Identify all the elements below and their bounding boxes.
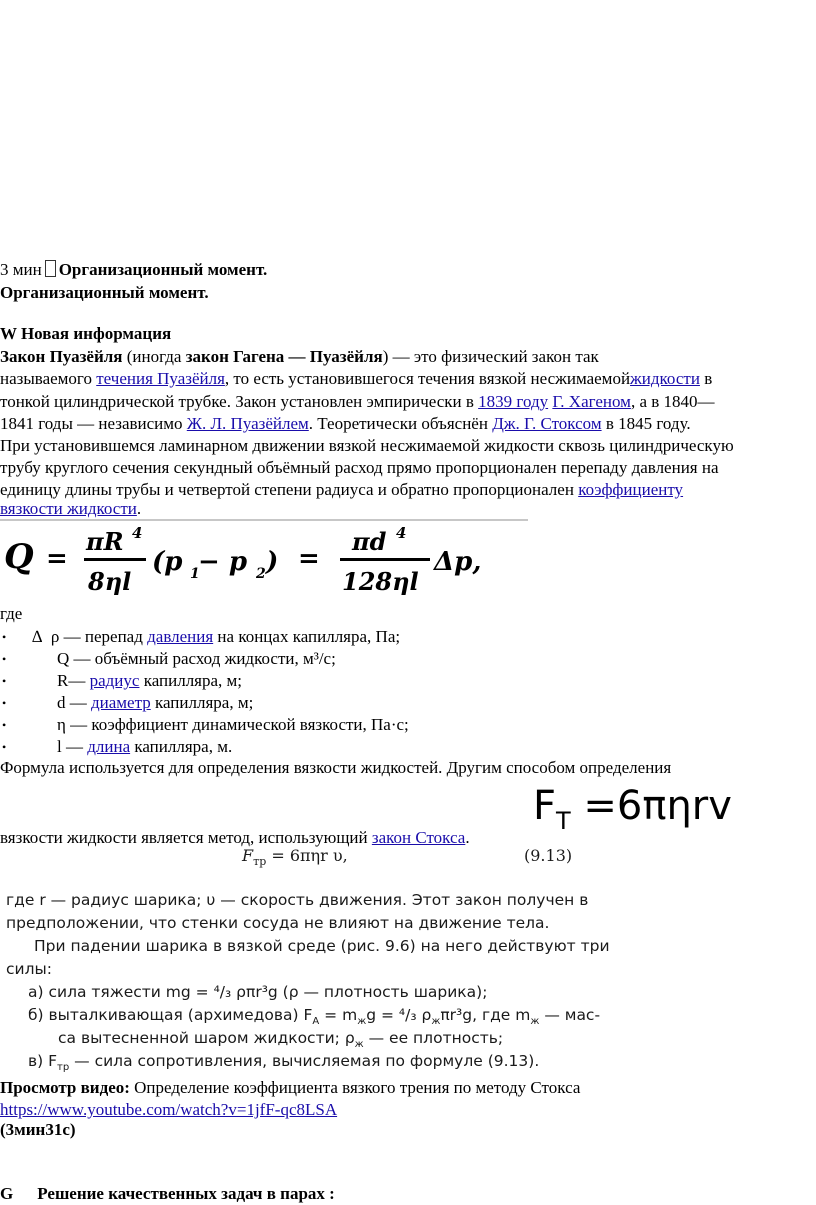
link-year-1839[interactable]: 1839 году — [478, 392, 549, 411]
list-item-text — [57, 692, 253, 714]
link-poiseuille-flow[interactable]: течения Пуазёйля — [96, 369, 225, 388]
new-info-letter: W — [0, 324, 17, 343]
bullet-icon: • — [2, 630, 7, 644]
intro-line-4 — [0, 413, 691, 435]
link-stokes-person[interactable]: Дж. Г. Стоксом — [492, 414, 602, 433]
stokes-sub: T — [556, 807, 571, 835]
new-info-title: Новая информация — [20, 324, 172, 343]
video-link[interactable]: https://www.youtube.com/watch?v=1jfF-qc8LSA — [0, 1100, 338, 1119]
tasks-heading — [0, 1183, 335, 1205]
section-title: Организационный момент. — [58, 260, 268, 279]
intro-line-2 — [0, 368, 712, 390]
list-item-text-pre: R— — [57, 671, 90, 690]
eq-minus: − p — [198, 547, 248, 577]
after-text: вязкости жидкости является метод, использующий — [0, 828, 372, 847]
excerpt-text: — сила сопротивления, вычисляемая по формуле (9.13). — [69, 1052, 540, 1070]
list-item-text-post: капилляра, м. — [130, 737, 233, 756]
textbook-excerpt — [0, 842, 610, 1074]
after-text: . — [465, 828, 470, 847]
list-item-text-pre: l — — [57, 737, 88, 756]
bullet-icon: • — [2, 718, 7, 732]
link-stokes-law[interactable]: закон Стокса — [371, 828, 466, 847]
section-title-repeat: Организационный момент. — [0, 283, 209, 302]
law-alt-name: закон Гагена — Пуазёйля — [185, 347, 383, 366]
intro-text: в — [699, 369, 713, 388]
intro-text: . Теоретически объяснён — [308, 414, 493, 433]
intro-text: , а в 1840— — [630, 392, 715, 411]
eq-num-1: πR — [86, 527, 124, 556]
list-item-text — [57, 736, 232, 758]
intro-text: ) — это физический закон так — [382, 347, 599, 366]
list-item-text — [32, 626, 400, 648]
video-duration: (3мин31с) — [0, 1120, 76, 1139]
list-item-text: η — коэффициент динамической вязкости, Па·с; — [57, 715, 409, 734]
excerpt-f: F — [242, 846, 254, 865]
excerpt-text: — мас- — [539, 1006, 601, 1024]
link-pressure[interactable]: давления — [147, 627, 214, 646]
eq-equals-2: = — [298, 544, 320, 574]
eq-num-1-exp: 4 — [132, 524, 143, 542]
excerpt-text: в) F — [28, 1052, 58, 1070]
where-label: где — [0, 604, 23, 623]
link-liquid[interactable]: жидкости — [630, 369, 700, 388]
excerpt-f-rhs: = 6πηr υ, — [266, 846, 348, 865]
excerpt-text: πr³g, где m — [440, 1006, 531, 1024]
eq-num-2-exp: 4 — [396, 524, 407, 542]
tasks-title: Решение качественных задач в парах : — [37, 1184, 335, 1203]
bullet-icon: • — [2, 696, 7, 710]
intro-text: (иногда — [122, 347, 186, 366]
eq-delta-p: Δp, — [434, 547, 482, 577]
intro-text: 1841 годы — независимо — [0, 414, 187, 433]
list-item-text-post: на концах капилляра, Па; — [213, 627, 401, 646]
link-length[interactable]: длина — [87, 737, 131, 756]
stokes-rest: =6πηrv — [570, 783, 732, 829]
excerpt-text: — ее плотность; — [363, 1029, 504, 1047]
eq-p2-sub: 2 — [256, 566, 266, 582]
intro-line-6: трубу круглого сечения секундный объёмный расход прямо пропорционален перепаду давления на — [0, 458, 719, 477]
intro-text: единицу длины трубы и четвертой степени радиуса и обратно пропорционален — [0, 480, 579, 499]
video-title: Определение коэффициента вязкого трения по методу Стокса — [129, 1078, 581, 1097]
link-hagen[interactable]: Г. Хагеном — [552, 392, 631, 411]
excerpt-line: а) сила тяжести mg = ⁴/₃ ρπr³g (ρ — плотность шарика); — [28, 983, 488, 1001]
list-item-text-pre: d — — [57, 693, 91, 712]
link-viscosity-coefficient[interactable]: коэффициенту — [578, 480, 684, 499]
delta-symbol: ∆ — [32, 627, 43, 646]
excerpt-text: б) выталкивающая (архимедова) F — [28, 1006, 313, 1024]
excerpt-sub: A — [312, 1016, 320, 1028]
bullet-icon: • — [2, 740, 7, 754]
excerpt-line — [28, 1051, 539, 1078]
list-item-text: Q — объёмный расход жидкости, м³/с; — [57, 649, 336, 668]
video-line — [0, 1077, 580, 1099]
eq-den-1: 8ηl — [88, 567, 132, 596]
header-line — [0, 259, 267, 281]
intro-line-3 — [0, 391, 715, 413]
missing-glyph-icon — [45, 260, 56, 277]
list-item-text-pre: ρ — перепад — [50, 627, 148, 646]
excerpt-sub: ж — [354, 1039, 364, 1051]
eq-fraction-bar-1 — [84, 558, 146, 561]
excerpt-line: силы: — [6, 960, 52, 978]
intro-line-5: При установившемся ламинарном движении вязкой несжимаемой жидкости сквозь цилиндрическую — [0, 436, 734, 455]
list-item-text — [57, 670, 242, 692]
new-info-heading — [0, 323, 171, 345]
excerpt-text: са вытесненной шаром жидкости; ρ — [58, 1029, 355, 1047]
list-item-text-post: капилляра, м; — [150, 693, 254, 712]
intro-text: . — [136, 499, 142, 518]
link-viscosity-coefficient-cont[interactable]: вязкости жидкости — [0, 499, 137, 518]
list-item-text-post: капилляра, м; — [139, 671, 243, 690]
excerpt-formula — [242, 846, 348, 868]
eq-num-2: πd — [352, 527, 387, 556]
time-label: 3 мин — [0, 260, 42, 279]
excerpt-sub: тр — [57, 1062, 70, 1074]
intro-line-8 — [0, 498, 141, 520]
excerpt-sub: ж — [530, 1016, 540, 1028]
intro-text: называемого — [0, 369, 97, 388]
excerpt-sub: ж — [431, 1016, 441, 1028]
excerpt-sub: ж — [357, 1016, 367, 1028]
after-line-1: Формула используется для определения вязкости жидкостей. Другим способом определения — [0, 758, 672, 777]
law-name: Закон Пуазёйля — [0, 347, 123, 366]
intro-text: , то есть установившегося течения вязкой несжимаемой — [224, 369, 631, 388]
excerpt-text: g = ⁴/₃ ρ — [366, 1006, 432, 1024]
tasks-letter: G — [0, 1184, 14, 1203]
eq-equals-1: = — [46, 544, 68, 574]
stokes-f: F — [533, 783, 557, 829]
excerpt-line: предположении, что стенки сосуда не влияют на движение тела. — [6, 914, 550, 932]
video-label: Просмотр видео: — [0, 1078, 130, 1097]
eq-p1-sub: 1 — [190, 566, 200, 582]
eq-lhs: Q — [4, 537, 34, 577]
stokes-formula — [533, 776, 732, 851]
excerpt-f-sub: тр — [253, 855, 267, 869]
excerpt-line: где r — радиус шарика; υ — скорость движения. Этот закон получен в — [6, 891, 589, 909]
bullet-icon: • — [2, 652, 7, 666]
excerpt-text: = m — [319, 1006, 358, 1024]
excerpt-formula-number: (9.13) — [524, 846, 573, 865]
eq-den-2: 128ηl — [342, 567, 419, 596]
link-poiseuille[interactable]: Ж. Л. Пуазёйлем — [186, 414, 309, 433]
intro-text: в 1845 году. — [601, 414, 691, 433]
excerpt-line: При падении шарика в вязкой среде (рис. 9.6) на него действуют три — [34, 937, 610, 955]
intro-text: тонкой цилиндрической трубке. Закон установлен эмпирически в — [0, 392, 479, 411]
eq-paren-close: ) — [266, 547, 279, 577]
link-diameter[interactable]: диаметр — [91, 693, 151, 712]
poiseuille-equation — [0, 520, 530, 598]
link-radius[interactable]: радиус — [89, 671, 140, 690]
eq-fraction-bar-2 — [340, 558, 430, 561]
bullet-icon: • — [2, 674, 7, 688]
video-url-line — [0, 1099, 337, 1121]
eq-paren: (p — [152, 547, 183, 577]
intro-line-1 — [0, 346, 599, 368]
